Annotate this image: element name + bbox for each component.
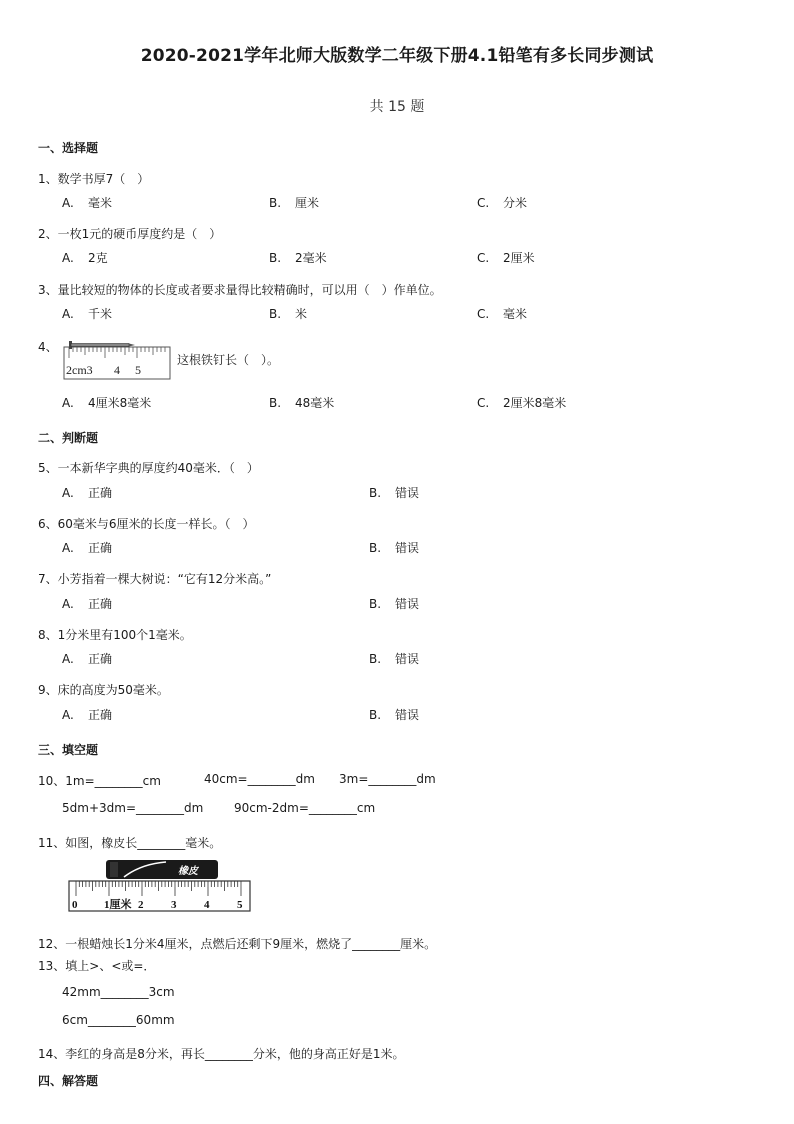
option-label: C. — [477, 307, 490, 321]
q9-option-a[interactable] — [62, 706, 112, 723]
ruler-label-1cm: 1厘米 — [104, 899, 132, 911]
option-label: C. — [477, 396, 490, 410]
option-text: 2毫米 — [295, 251, 327, 265]
question-1: 1、数学书厚7（ ） — [38, 172, 150, 186]
option-label: A. — [62, 251, 74, 265]
ruler-label-4: 4 — [114, 363, 120, 377]
question-13: 13、填上>、<或=． — [38, 959, 156, 973]
q13-blank-2[interactable]: 6cm________60mm — [62, 1013, 175, 1027]
option-label: B. — [269, 251, 282, 265]
eraser-icon — [106, 860, 218, 879]
option-label: A. — [62, 597, 74, 611]
section-heading-fill: 三、填空题 — [38, 743, 99, 757]
q10-blank-2[interactable]: 40cm=________dm — [204, 772, 315, 786]
option-label: C. — [477, 251, 490, 265]
option-text: 正确 — [88, 652, 113, 666]
ruler-label-5: 5 — [237, 899, 243, 911]
option-text: 米 — [295, 307, 308, 321]
option-text: 48毫米 — [295, 396, 335, 410]
question-12: 12、一根蜡烛长1分米4厘米，点燃后还剩下9厘米，燃烧了________厘米。 — [38, 937, 437, 951]
option-text: 千米 — [88, 307, 113, 321]
section-heading-choice: 一、选择题 — [38, 141, 99, 155]
question-11: 11、如图，橡皮长________毫米。 — [38, 836, 222, 850]
option-label: A. — [62, 196, 74, 210]
eraser-label: 橡皮 — [178, 866, 198, 877]
ruler-label-3: 3 — [171, 899, 177, 911]
ruler-label-4: 4 — [204, 899, 210, 911]
q2-option-b[interactable] — [269, 249, 327, 266]
q2-option-a[interactable] — [62, 249, 108, 266]
q1-option-c[interactable] — [477, 194, 527, 211]
option-label: B. — [269, 196, 282, 210]
option-text: 正确 — [88, 541, 113, 555]
section-heading-judgment: 二、判断题 — [38, 431, 99, 445]
q8-option-b[interactable] — [369, 650, 419, 667]
q10-blank-5[interactable]: 90cm-2dm=________cm — [234, 801, 376, 815]
option-text: 2厘米 — [503, 251, 535, 265]
q10-blank-3[interactable]: 3m=________dm — [339, 772, 436, 786]
question-8: 8、1分米里有100个1毫米。 — [38, 628, 192, 642]
option-label: C. — [477, 196, 490, 210]
option-text: 错误 — [395, 541, 420, 555]
ruler-label-5: 5 — [135, 363, 141, 377]
option-label: A. — [62, 486, 74, 500]
q13-blank-1[interactable]: 42mm________3cm — [62, 985, 175, 999]
q10-blank-1[interactable]: 10、1m=________cm — [38, 774, 161, 788]
q10-blank-4[interactable]: 5dm+3dm=________dm — [62, 801, 204, 815]
option-text: 错误 — [395, 597, 420, 611]
question-6: 6、60毫米与6厘米的长度一样长。（ ） — [38, 517, 255, 531]
q6-option-b[interactable] — [369, 539, 419, 556]
option-text: 2厘米8毫米 — [503, 396, 567, 410]
q3-option-b[interactable] — [269, 305, 307, 322]
ruler-label-0: 0 — [72, 899, 78, 911]
section-heading-solve: 四、解答题 — [38, 1074, 99, 1088]
option-label: A. — [62, 652, 74, 666]
question-2: 2、一枚1元的硬币厚度约是（ ） — [38, 227, 222, 241]
question-7: 7、小芳指着一棵大树说：“它有12分米高。” — [38, 572, 272, 586]
option-label: B. — [269, 307, 282, 321]
option-text: 错误 — [395, 652, 420, 666]
q3-option-a[interactable] — [62, 305, 112, 322]
option-label: A. — [62, 396, 74, 410]
option-text: 错误 — [395, 708, 420, 722]
option-label: B. — [369, 708, 382, 722]
q5-option-a[interactable] — [62, 484, 112, 501]
option-text: 4厘米8毫米 — [88, 396, 152, 410]
q6-option-a[interactable] — [62, 539, 112, 556]
option-label: B. — [369, 541, 382, 555]
ruler-label-2: 2 — [138, 899, 144, 911]
question-5: 5、一本新华字典的厚度约40毫米．（ ） — [38, 461, 259, 475]
option-text: 分米 — [503, 196, 528, 210]
option-text: 错误 — [395, 486, 420, 500]
nail-ruler-figure — [63, 338, 171, 380]
option-text: 2克 — [88, 251, 108, 265]
page-title: 2020-2021学年北师大版数学二年级下册4.1铅笔有多长同步测试 — [140, 46, 654, 66]
option-label: B. — [269, 396, 282, 410]
option-label: A. — [62, 708, 74, 722]
q3-option-c[interactable] — [477, 305, 527, 322]
q1-option-b[interactable] — [269, 194, 319, 211]
eraser-ruler-figure — [66, 856, 252, 914]
option-text: 毫米 — [503, 307, 528, 321]
q7-option-a[interactable] — [62, 595, 112, 612]
option-text: 正确 — [88, 708, 113, 722]
q2-option-c[interactable] — [477, 249, 535, 266]
option-text: 正确 — [88, 486, 113, 500]
option-text: 厘米 — [295, 196, 320, 210]
question-14: 14、李红的身高是8分米，再长________分米，他的身高正好是1米。 — [38, 1047, 405, 1061]
question-4: 这根铁钉长（ ）。 — [177, 353, 280, 367]
q4-option-b[interactable] — [269, 394, 334, 411]
option-text: 毫米 — [88, 196, 113, 210]
question-4-number: 4、 — [38, 340, 58, 354]
question-count: 共 15 题 — [369, 99, 425, 115]
q8-option-a[interactable] — [62, 650, 112, 667]
ruler-label-2cm3: 2cm3 — [66, 363, 93, 377]
q7-option-b[interactable] — [369, 595, 419, 612]
q5-option-b[interactable] — [369, 484, 419, 501]
option-label: A. — [62, 307, 74, 321]
option-text: 正确 — [88, 597, 113, 611]
q4-option-c[interactable] — [477, 394, 566, 411]
option-label: B. — [369, 652, 382, 666]
question-9: 9、床的高度为50毫米。 — [38, 683, 169, 697]
q4-option-a[interactable] — [62, 394, 151, 411]
q9-option-b[interactable] — [369, 706, 419, 723]
option-label: B. — [369, 486, 382, 500]
option-label: A. — [62, 541, 74, 555]
option-label: B. — [369, 597, 382, 611]
question-3: 3、量比较短的物体的长度或者要求量得比较精确时，可以用（ ）作单位。 — [38, 283, 442, 297]
q1-option-a[interactable] — [62, 194, 112, 211]
